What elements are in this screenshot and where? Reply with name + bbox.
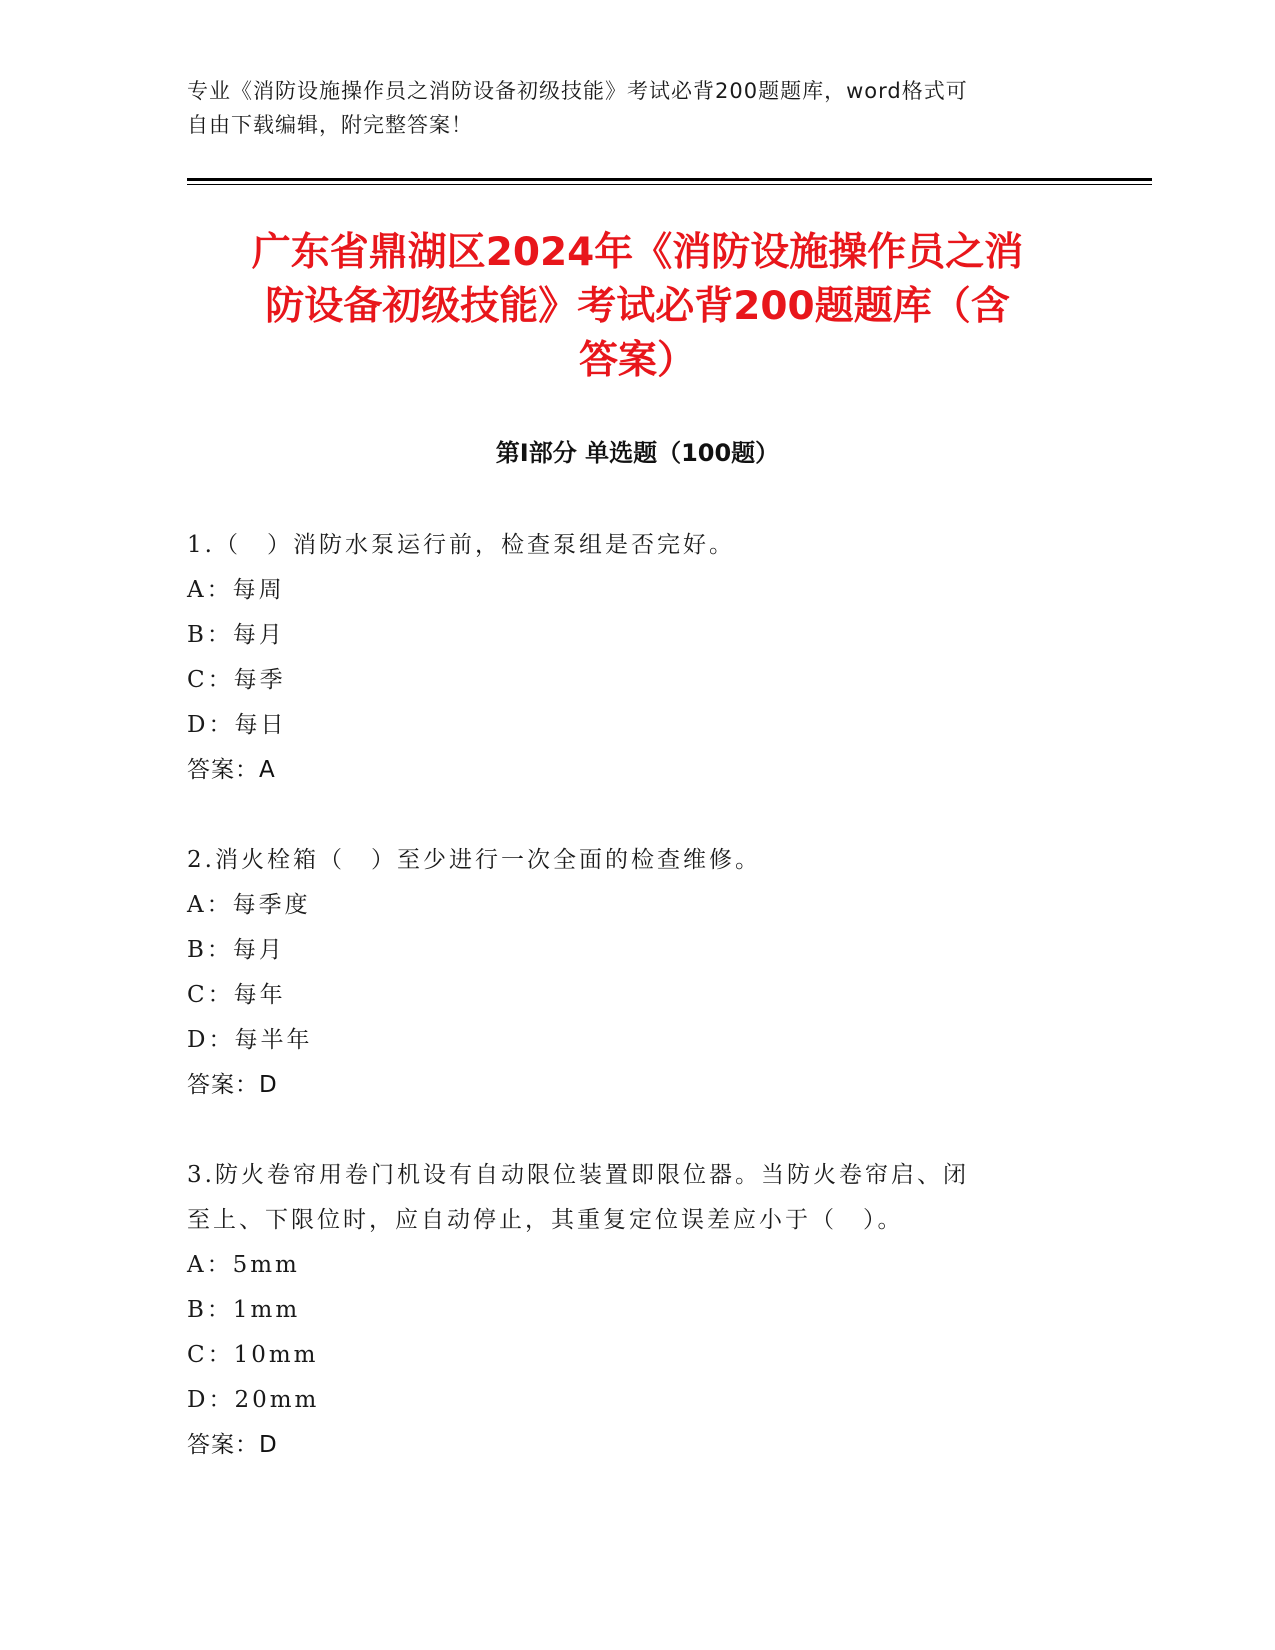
answer-line: 答案：D bbox=[187, 1072, 278, 1098]
question-block bbox=[187, 838, 1087, 1108]
header-note-line-2: 自由下载编辑，附完整答案！ bbox=[187, 113, 473, 137]
header-divider-thick bbox=[187, 178, 1152, 181]
option-d: D：每日 bbox=[187, 712, 287, 738]
option-c: C：10mm bbox=[187, 1342, 319, 1368]
header-divider-thin bbox=[187, 184, 1152, 185]
option-a: A：每周 bbox=[187, 577, 285, 603]
header-note-line-1: 专业《消防设施操作员之消防设备初级技能》考试必背200题题库，word格式可 bbox=[187, 79, 968, 103]
question-stem: 2.消火栓箱（ ）至少进行一次全面的检查维修。 bbox=[187, 847, 761, 873]
question-stem-line-1: 3.防火卷帘用卷门机设有自动限位装置即限位器。当防火卷帘启、闭 bbox=[187, 1162, 969, 1188]
title-line-2: 防设备初级技能》考试必背200题题库（含 bbox=[265, 284, 1010, 329]
option-c: C：每季 bbox=[187, 667, 286, 693]
option-a: A：每季度 bbox=[187, 892, 311, 918]
section-heading: 第I部分 单选题（100题） bbox=[495, 439, 780, 467]
question-block bbox=[187, 523, 1087, 793]
answer-line: 答案：A bbox=[187, 757, 276, 783]
option-a: A：5mm bbox=[187, 1252, 300, 1278]
option-b: B：1mm bbox=[187, 1297, 301, 1323]
question-stem: 1.（ ）消防水泵运行前，检查泵组是否完好。 bbox=[187, 532, 735, 558]
document-title bbox=[150, 226, 1125, 388]
title-line-3: 答案） bbox=[578, 338, 696, 383]
header-note bbox=[187, 74, 1067, 142]
question-block bbox=[187, 1153, 1087, 1468]
option-c: C：每年 bbox=[187, 982, 286, 1008]
answer-line: 答案：D bbox=[187, 1432, 278, 1458]
title-line-1: 广东省鼎湖区2024年《消防设施操作员之消 bbox=[251, 230, 1024, 275]
option-b: B：每月 bbox=[187, 937, 285, 963]
option-d: D：20mm bbox=[187, 1387, 320, 1413]
question-stem-line-2: 至上、下限位时，应自动停止，其重复定位误差应小于（ ）。 bbox=[187, 1207, 904, 1233]
option-d: D：每半年 bbox=[187, 1027, 313, 1053]
option-b: B：每月 bbox=[187, 622, 285, 648]
